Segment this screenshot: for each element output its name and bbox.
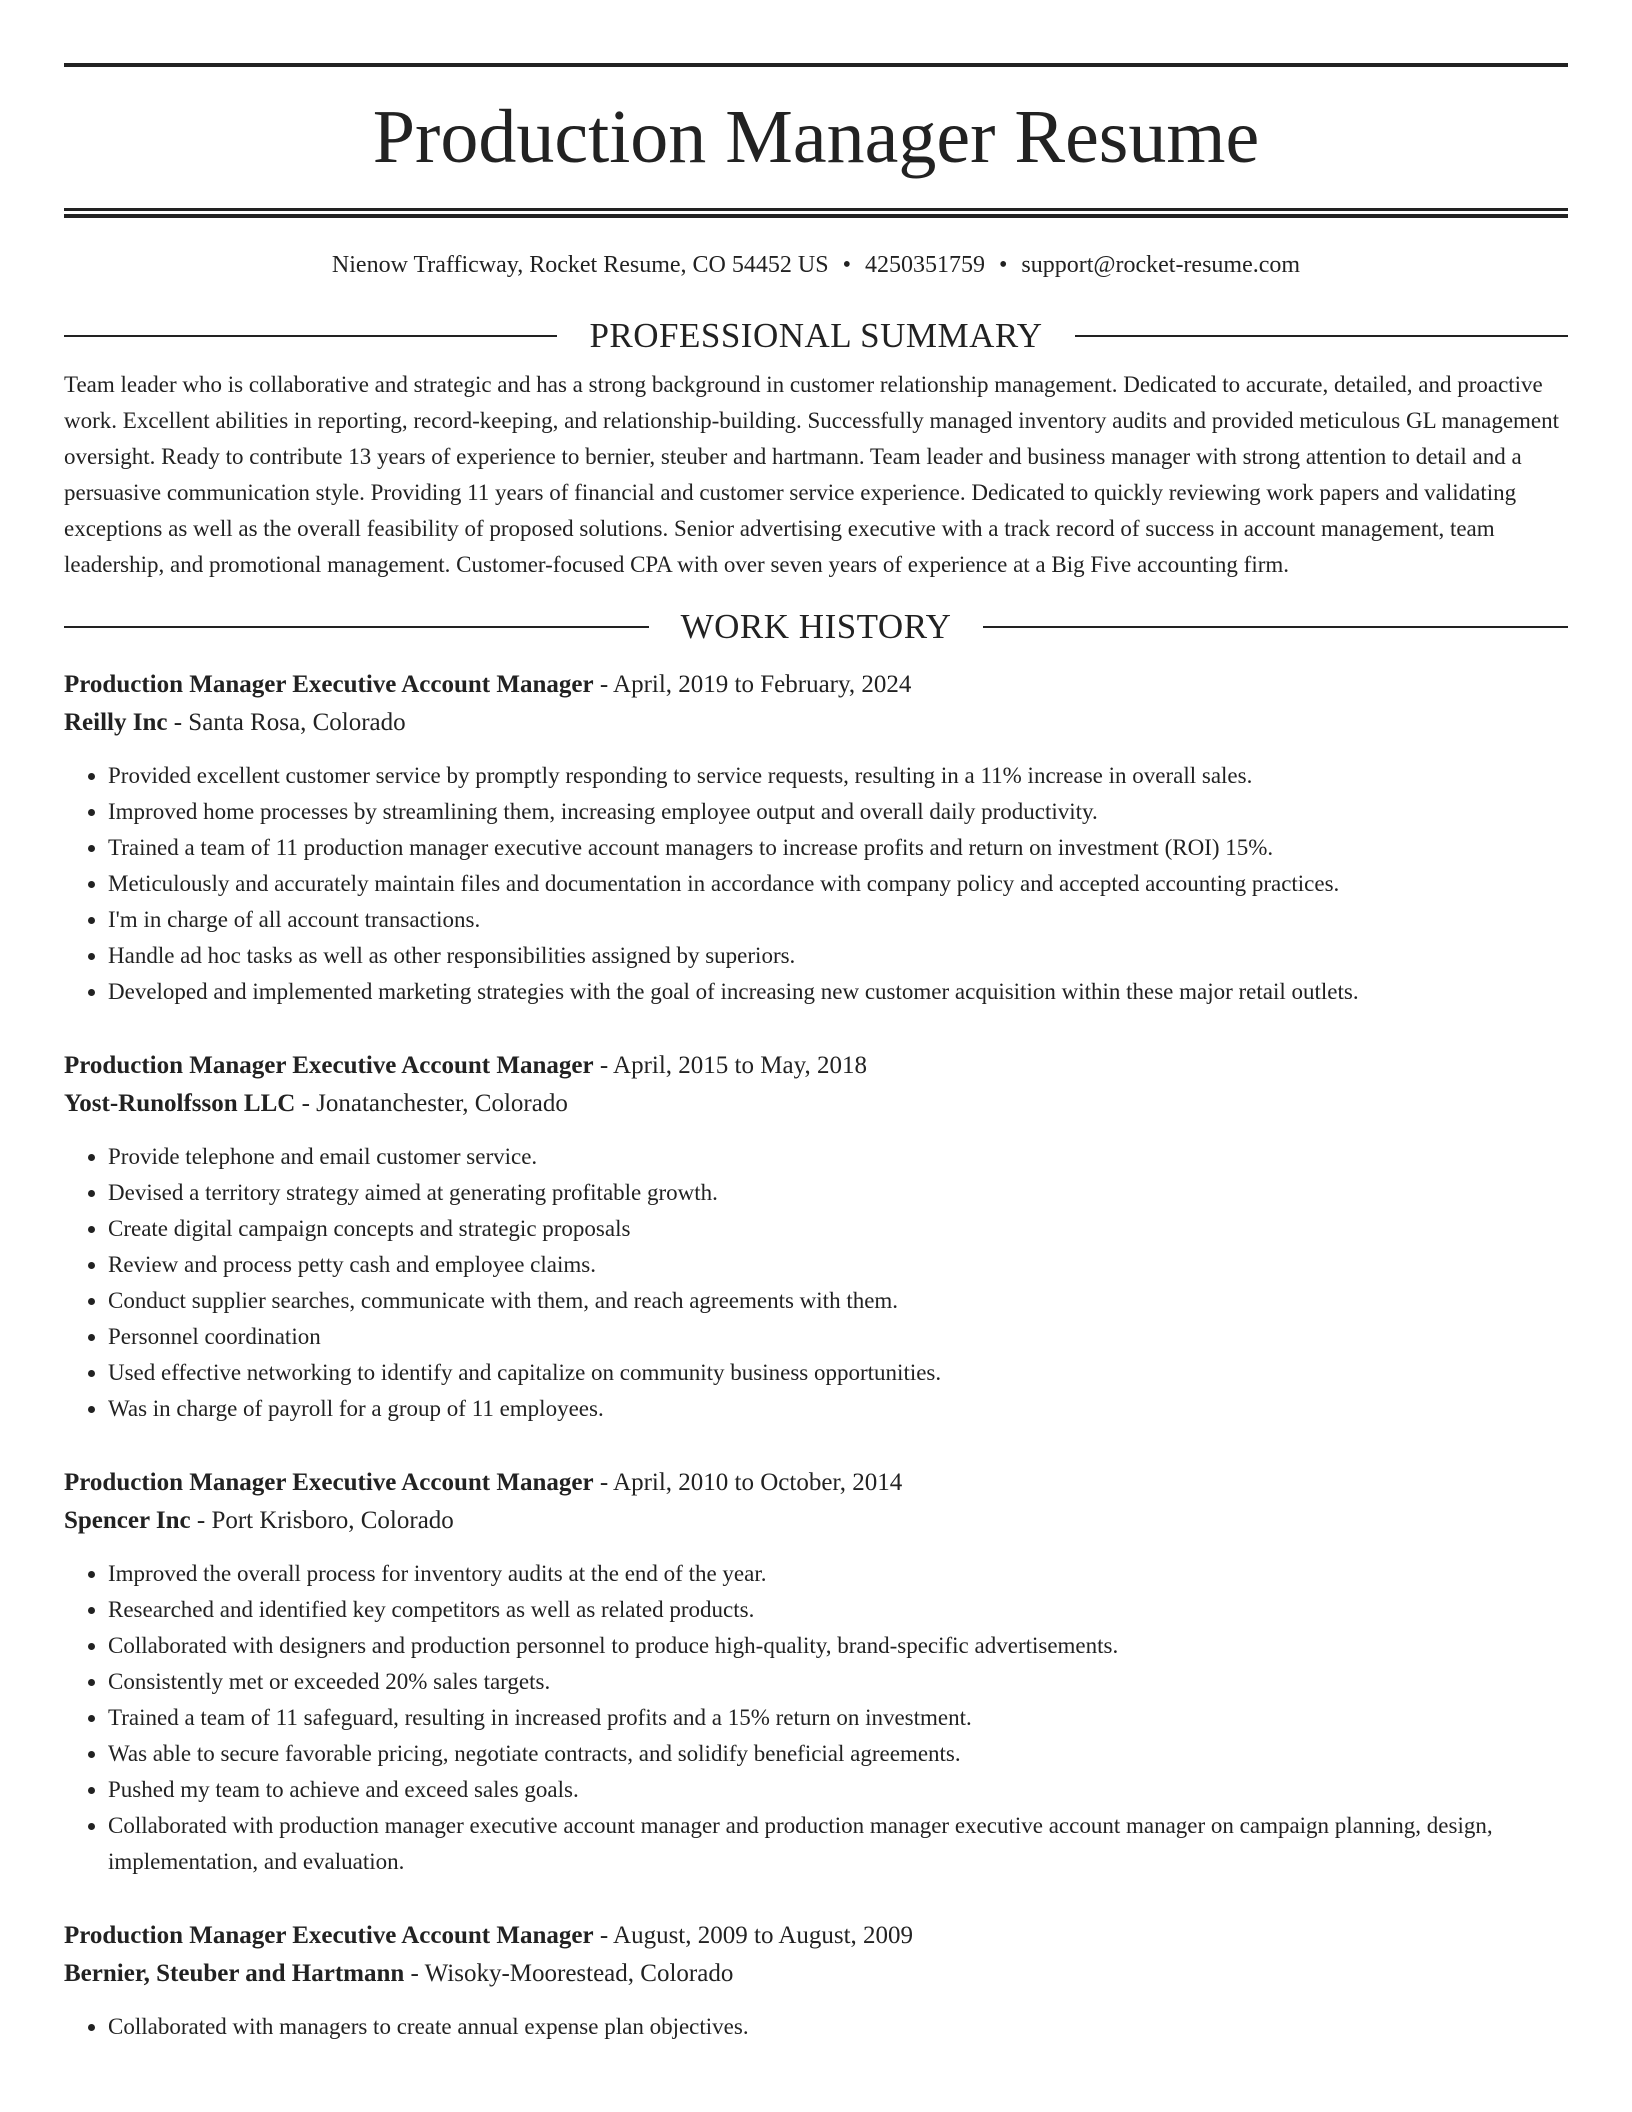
heading-rule-right	[1075, 335, 1568, 337]
job-company: Yost-Runolfsson LLC	[64, 1090, 296, 1117]
contact-separator: •	[998, 252, 1008, 278]
job-bullets	[64, 2009, 1568, 2045]
job-title-line	[64, 1917, 1568, 1955]
job-entry	[64, 1047, 1568, 1427]
contact-line	[64, 249, 1568, 281]
job-title-line	[64, 1047, 1568, 1085]
job-bullets	[64, 1139, 1568, 1427]
job-company-line	[64, 1085, 1568, 1123]
job-bullet: • Consistently met or exceeded 20% sales targets.	[108, 1664, 1568, 1700]
job-company: Spencer Inc	[64, 1507, 191, 1534]
title-double-rule	[64, 208, 1568, 218]
job-title: Production Manager Executive Account Manager	[64, 1922, 594, 1949]
job-location: - Jonatanchester, Colorado	[295, 1090, 568, 1117]
job-bullet: • Collaborated with designers and production personnel to produce high-quality, brand-specific advertisements.	[108, 1628, 1568, 1664]
job-bullet: • Was able to secure favorable pricing, negotiate contracts, and solidify beneficial agreements.	[108, 1736, 1568, 1772]
job-location: - Santa Rosa, Colorado	[167, 709, 406, 736]
job-bullet: • Conduct supplier searches, communicate with them, and reach agreements with them.	[108, 1283, 1568, 1319]
contact-email: support@rocket-resume.com	[1021, 252, 1301, 278]
summary-text: Team leader who is collaborative and strategic and has a strong background in customer relationship management. Dedicated to accurate, detailed, and proactive work. Excellent abilities in reporting, record-keeping, and relationship-building. Successfully managed inventory audits and provided meticulous GL management oversight. Ready to contribute 13 years of experience to bernier, steuber and hartmann. Team leader and business manager with strong attention to detail and a persuasive communication style. Providing 11 years of financial and customer service experience. Dedicated to quickly reviewing work papers and validating exceptions as well as the overall feasibility of proposed solutions. Senior advertising executive with a track record of success in account management, team leadership, and promotional management. Customer-focused CPA with over seven years of experience at a Big Five accounting firm.	[64, 372, 1560, 577]
job-bullet: • Personnel coordination	[108, 1319, 1568, 1355]
job-bullet: • Developed and implemented marketing strategies with the goal of increasing new customer acquisition within these major retail outlets.	[108, 974, 1568, 1010]
job-title-line	[64, 1464, 1568, 1502]
job-bullets	[64, 1556, 1568, 1880]
job-title: Production Manager Executive Account Manager	[64, 1052, 594, 1079]
job-dates: - April, 2010 to October, 2014	[593, 1469, 903, 1496]
work-history-section-heading	[64, 605, 1568, 649]
job-bullet: • Collaborated with production manager executive account manager and production manager executive account manager on campaign planning, design, implementation, and evaluation.	[108, 1808, 1568, 1880]
summary-section-heading	[64, 314, 1568, 358]
job-bullet: • Devised a territory strategy aimed at generating profitable growth.	[108, 1175, 1568, 1211]
job-dates: - April, 2019 to February, 2024	[593, 671, 912, 698]
job-bullet: • Trained a team of 11 production manager executive account managers to increase profits and return on investment (ROI) 15%.	[108, 830, 1568, 866]
job-company: Reilly Inc	[64, 709, 168, 736]
job-location: - Port Krisboro, Colorado	[190, 1507, 454, 1534]
heading-rule-left	[64, 335, 557, 337]
job-bullet: • Researched and identified key competitors as well as related products.	[108, 1592, 1568, 1628]
top-rule	[64, 63, 1568, 67]
job-bullet: • Was in charge of payroll for a group of 11 employees.	[108, 1391, 1568, 1427]
job-bullets	[64, 758, 1568, 1010]
job-bullet: • Trained a team of 11 safeguard, resulting in increased profits and a 15% return on investment.	[108, 1700, 1568, 1736]
contact-phone: 4250351759	[864, 252, 985, 278]
job-location: - Wisoky-Moorestead, Colorado	[404, 1960, 734, 1987]
job-bullet: • Pushed my team to achieve and exceed sales goals.	[108, 1772, 1568, 1808]
job-dates: - April, 2015 to May, 2018	[593, 1052, 867, 1079]
contact-address: Nienow Trafficway, Rocket Resume, CO 54452 US	[331, 252, 829, 278]
job-title: Production Manager Executive Account Manager	[64, 1469, 594, 1496]
job-list	[64, 666, 1568, 2045]
job-bullet: • I'm in charge of all account transactions.	[108, 902, 1568, 938]
job-entry	[64, 1464, 1568, 1880]
contact-separator: •	[842, 252, 851, 278]
job-bullet: • Used effective networking to identify and capitalize on community business opportunities.	[108, 1355, 1568, 1391]
job-bullet: • Improved the overall process for inventory audits at the end of the year.	[108, 1556, 1568, 1592]
job-bullet: • Create digital campaign concepts and strategic proposals	[108, 1211, 1568, 1247]
job-entry	[64, 666, 1568, 1010]
job-title: Production Manager Executive Account Manager	[64, 671, 594, 698]
heading-rule-left	[64, 626, 649, 628]
job-company: Bernier, Steuber and Hartmann	[64, 1960, 405, 1987]
job-bullet: • Handle ad hoc tasks as well as other responsibilities assigned by superiors.	[108, 938, 1568, 974]
job-bullet: • Meticulously and accurately maintain files and documentation in accordance with company policy and accepted accounting practices.	[108, 866, 1568, 902]
job-company-line	[64, 1502, 1568, 1540]
job-title-line	[64, 666, 1568, 704]
job-dates: - August, 2009 to August, 2009	[593, 1922, 914, 1949]
job-entry	[64, 1917, 1568, 2045]
summary-heading: PROFESSIONAL SUMMARY	[589, 316, 1043, 355]
job-company-line	[64, 704, 1568, 742]
heading-rule-right	[983, 626, 1568, 628]
job-bullet: • Provided excellent customer service by promptly responding to service requests, resulting in a 11% increase in overall sales.	[108, 758, 1568, 794]
job-bullet: • Improved home processes by streamlining them, increasing employee output and overall daily productivity.	[108, 794, 1568, 830]
job-bullet: • Provide telephone and email customer service.	[108, 1139, 1568, 1175]
resume-page	[64, 0, 1568, 2045]
work-history-heading: WORK HISTORY	[680, 607, 952, 646]
page-title: Production Manager Resume	[372, 95, 1260, 179]
job-company-line	[64, 1955, 1568, 1993]
job-bullet: • Collaborated with managers to create annual expense plan objectives.	[108, 2009, 1568, 2045]
job-bullet: • Review and process petty cash and employee claims.	[108, 1247, 1568, 1283]
